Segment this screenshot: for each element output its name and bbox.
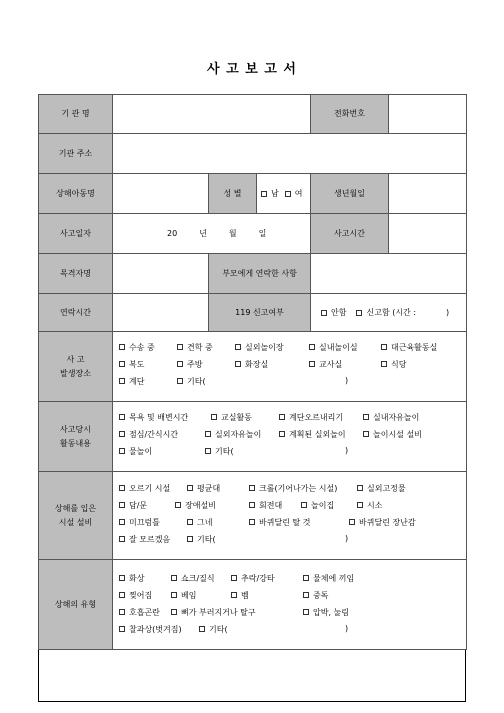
activity-option[interactable]: 목욕 및 배변시간	[119, 412, 188, 423]
female-checkbox[interactable]	[285, 191, 291, 197]
year-label: 년	[199, 229, 207, 238]
phone-label: 전화번호	[311, 95, 389, 134]
activity-option[interactable]: 물놀이	[119, 446, 152, 457]
activity-option[interactable]: 기타(	[205, 446, 234, 457]
place-other-close: )	[345, 375, 349, 385]
accident-time-label: 사고시간	[311, 214, 389, 254]
activity-options	[113, 402, 467, 472]
parent-contact-label: 부모에게 연락한 사항	[209, 254, 311, 294]
injury-option[interactable]: 물체에 끼임	[303, 573, 354, 584]
place-options	[113, 332, 467, 402]
facility-option[interactable]: 장애설비	[175, 500, 216, 511]
injury-other-close: )	[345, 623, 349, 633]
injury-option[interactable]: 화상	[119, 573, 144, 584]
page-title: 사 고 보 고 서	[207, 62, 297, 77]
facility-label	[39, 472, 113, 560]
place-option[interactable]: 대근육활동실	[381, 342, 437, 353]
facility-label-line2: 시설 설비	[58, 517, 93, 527]
facility-option[interactable]: 평균대	[187, 483, 220, 494]
report-table	[38, 94, 467, 650]
place-option[interactable]: 실외놀이장	[235, 342, 284, 353]
day-label: 일	[258, 229, 267, 238]
place-option[interactable]: 교사실	[309, 359, 342, 370]
injury-option[interactable]: 호흡곤란	[119, 607, 160, 618]
month-label: 월	[228, 229, 237, 238]
address-label: 기관 주소	[39, 134, 113, 174]
injury-option[interactable]: 찰과상(벗겨짐)	[119, 624, 182, 635]
child-name-label: 상해아동명	[39, 174, 113, 214]
facility-option[interactable]: 놀이집	[301, 500, 334, 511]
place-option[interactable]: 기타(	[177, 376, 206, 387]
injury-option[interactable]: 찢어짐	[119, 590, 152, 601]
place-option[interactable]: 화장실	[235, 359, 268, 370]
accident-time-field[interactable]	[389, 214, 467, 254]
facility-option[interactable]: 회전대	[249, 500, 282, 511]
witness-field[interactable]	[113, 254, 209, 294]
call-yes-label: 신고함 (시간 :	[366, 308, 417, 317]
place-option[interactable]: 주방	[177, 359, 202, 370]
injury-option[interactable]: 벰	[231, 590, 249, 601]
call-no-checkbox[interactable]	[321, 310, 327, 316]
place-label-line2: 발생장소	[60, 368, 91, 378]
address-field[interactable]	[113, 134, 467, 174]
activity-label-line2: 활동내용	[60, 438, 91, 448]
facility-option[interactable]: 담/문	[119, 500, 147, 511]
facility-other-close: )	[345, 533, 349, 543]
activity-label-line1: 사고당시	[60, 424, 91, 434]
birth-label: 생년월일	[311, 174, 389, 214]
facility-option[interactable]: 기타(	[187, 534, 216, 545]
activity-option[interactable]: 점심/간식시간	[119, 429, 178, 440]
facility-option[interactable]: 바퀴달린 장난감	[349, 517, 416, 528]
accident-date-field[interactable]	[113, 214, 311, 254]
injury-option[interactable]: 추락/강타	[231, 573, 275, 584]
parent-contact-field[interactable]	[311, 254, 467, 294]
child-name-field[interactable]	[113, 174, 209, 214]
accident-date-label: 사고일자	[39, 214, 113, 254]
facility-option[interactable]: 실외고정물	[357, 483, 406, 494]
facility-option[interactable]: 미끄럼틀	[119, 517, 160, 528]
injury-option[interactable]: 압박, 눌림	[303, 607, 349, 618]
call-no-label: 안함	[331, 308, 347, 317]
activity-option[interactable]: 계획된 실외놀이	[279, 429, 346, 440]
facility-option[interactable]: 시소	[357, 500, 382, 511]
injury-options	[113, 560, 467, 650]
injury-option[interactable]: 뼈가 부러지거나 탈구	[171, 607, 256, 618]
activity-other-close: )	[345, 445, 349, 455]
activity-option[interactable]: 교실활동	[211, 412, 252, 423]
injury-option[interactable]: 쇼크/질식	[171, 573, 215, 584]
place-option[interactable]: 복도	[119, 359, 144, 370]
call-time-close: )	[446, 308, 450, 317]
male-checkbox[interactable]	[261, 191, 267, 197]
contact-time-label: 연락시간	[39, 294, 113, 332]
witness-label: 목격자명	[39, 254, 113, 294]
phone-field[interactable]	[389, 95, 467, 134]
place-option[interactable]: 수송 중	[119, 342, 155, 353]
call-119-label: 119 신고여부	[209, 294, 311, 332]
facility-option[interactable]: 잘 모르겠음	[119, 534, 170, 545]
place-option[interactable]: 견학 중	[177, 342, 213, 353]
injury-option[interactable]: 중독	[303, 590, 328, 601]
call-119-field	[311, 294, 467, 332]
activity-option[interactable]: 실외자유놀이	[205, 429, 261, 440]
gender-label: 성 별	[209, 174, 257, 214]
activity-option[interactable]: 놀이시설 설비	[363, 429, 422, 440]
birth-field[interactable]	[389, 174, 467, 214]
year-prefix: 20	[167, 229, 178, 238]
agency-name-field[interactable]	[113, 95, 311, 134]
injury-label: 상해의 유형	[39, 560, 113, 650]
agency-name-label: 기 관 명	[39, 95, 113, 134]
facility-label-line1: 상해를 입은	[54, 503, 97, 513]
facility-options	[113, 472, 467, 560]
call-yes-checkbox[interactable]	[356, 310, 362, 316]
place-label	[39, 332, 113, 402]
place-option[interactable]: 계단	[119, 376, 144, 387]
male-label: 남	[271, 189, 279, 198]
activity-option[interactable]: 실내자유놀이	[363, 412, 419, 423]
place-label-line1: 사 고	[66, 354, 85, 364]
activity-label	[39, 402, 113, 472]
place-option[interactable]: 식당	[381, 359, 406, 370]
facility-option[interactable]: 크롤(기어나가는 시설)	[249, 483, 337, 494]
place-option[interactable]: 실내놀이실	[309, 342, 358, 353]
activity-option[interactable]: 계단오르내리기	[279, 412, 343, 423]
injury-option[interactable]: 베임	[171, 590, 196, 601]
gender-field	[257, 174, 311, 214]
injury-option[interactable]: 기타(	[199, 624, 228, 635]
female-label: 여	[294, 189, 303, 198]
facility-option[interactable]: 오르기 시설	[119, 483, 170, 494]
facility-option[interactable]: 바퀴달린 탈 것	[249, 517, 310, 528]
contact-time-field[interactable]	[113, 294, 209, 332]
facility-option[interactable]: 그네	[187, 517, 212, 528]
